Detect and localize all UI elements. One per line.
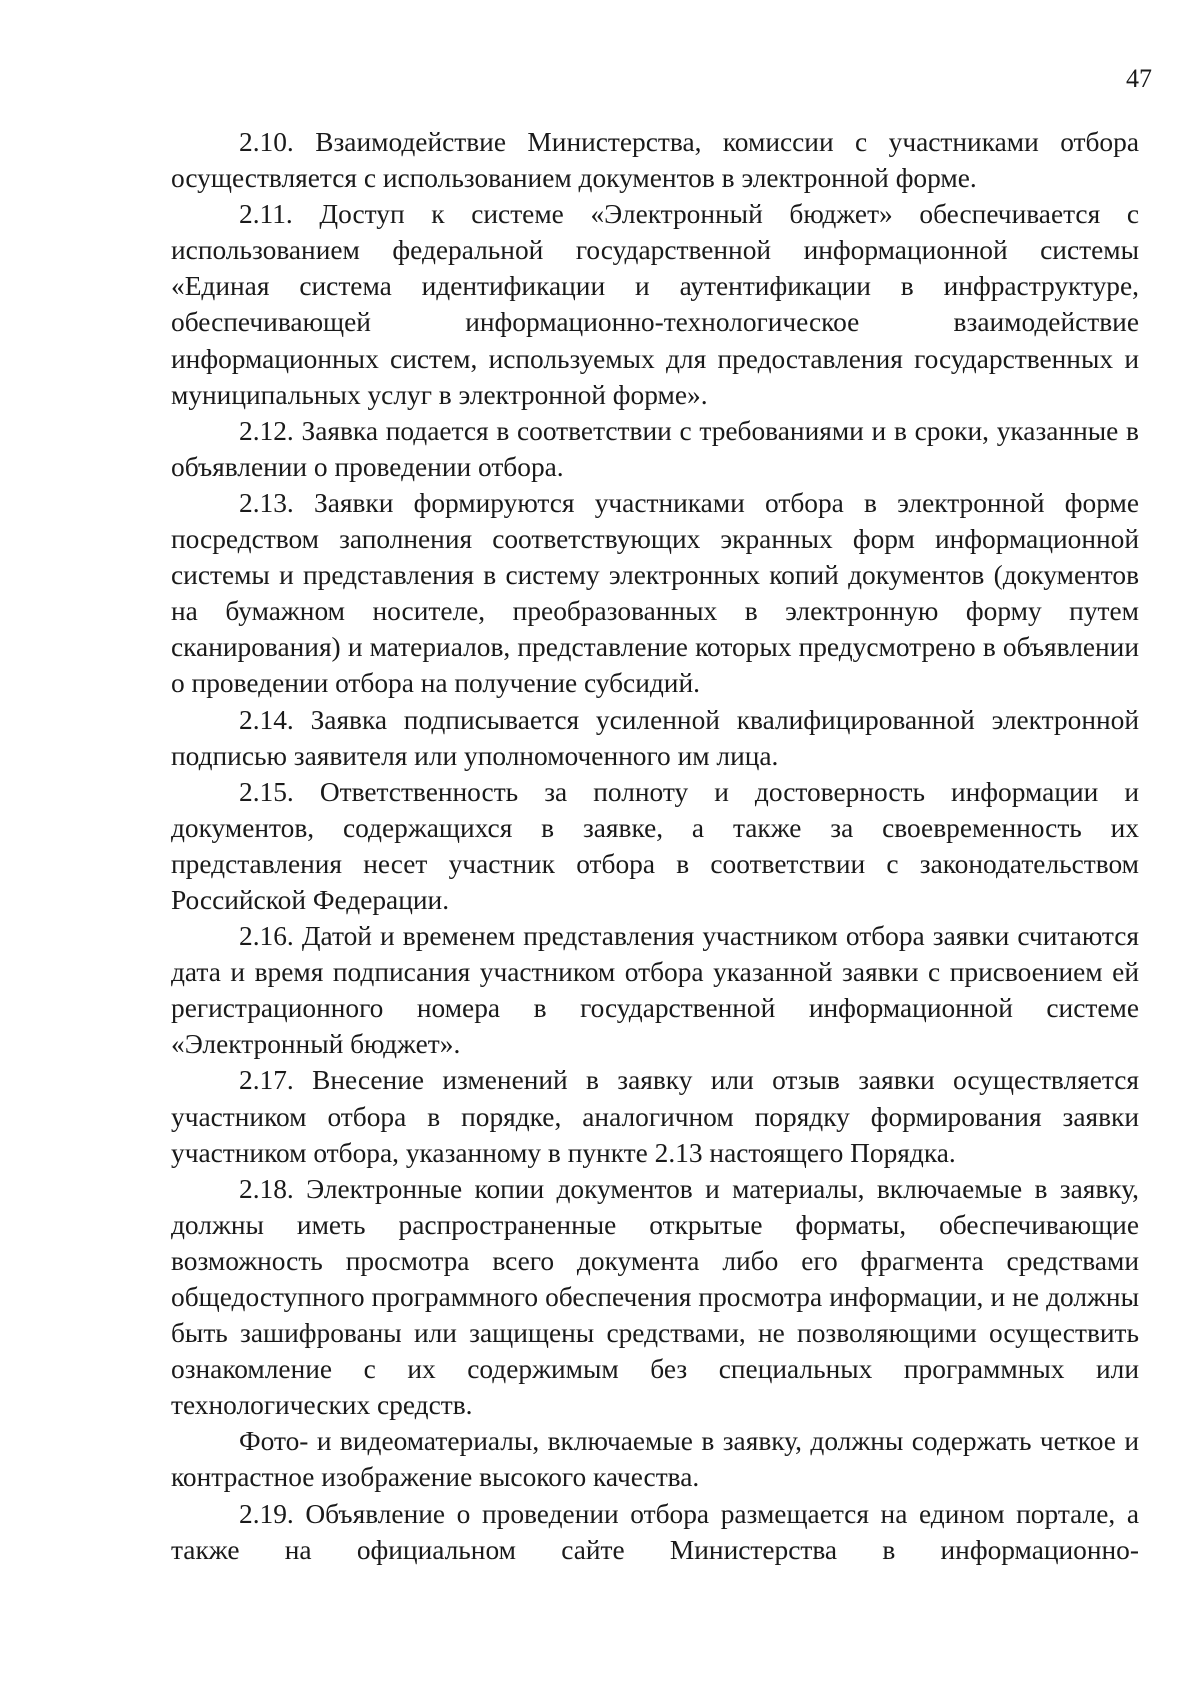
paragraph-2-19: 2.19. Объявление о проведении отбора размещается на едином портале, а также на официальном сайте Министерства в информационно-	[171, 1498, 1139, 1565]
paragraph-2-10: 2.10. Взаимодействие Министерства, комиссии с участниками отбора осуществляется с использованием документов в электронной форме.	[171, 127, 1139, 194]
paragraph-2-18: 2.18. Электронные копии документов и материалы, включаемые в заявку, должны иметь распространенные открытые форматы, обеспечивающие возможность просмотра всего документа либо его фрагмента средствами общедоступного программного обеспечения просмотра информации, и не должны быть зашифрованы или защищены средствами, не позволяющими осуществить ознакомление с их содержимым без специальных программных или технологических средств.	[171, 1173, 1139, 1421]
paragraph-2-15: 2.15. Ответственность за полноту и достоверность информации и документов, содержащихся в заявке, а также за своевременность их представления несет участник отбора в соответствии с законодательством Российской Федерации.	[171, 776, 1139, 915]
paragraph-2-13: 2.13. Заявки формируются участниками отбора в электронной форме посредством заполнения соответствующих экранных форм информационной системы и представления в систему электронных копий документов (документов на бумажном носителе, преобразованных в электронную форму путем сканирования) и материалов, представление которых предусмотрено в объявлении о проведении отбора на получение субсидий.	[171, 487, 1139, 699]
paragraph-2-14: 2.14. Заявка подписывается усиленной квалифицированной электронной подписью заявителя или уполномоченного им лица.	[171, 704, 1139, 771]
paragraph-2-12: 2.12. Заявка подается в соответствии с требованиями и в сроки, указанные в объявлении о проведении отбора.	[171, 415, 1139, 482]
paragraph-2-17: 2.17. Внесение изменений в заявку или отзыв заявки осуществляется участником отбора в порядке, аналогичном порядку формирования заявки участником отбора, указанному в пункте 2.13 настоящего Порядка.	[171, 1065, 1139, 1168]
paragraph-2-16: 2.16. Датой и временем представления участником отбора заявки считаются дата и время подписания участником отбора указанной заявки с присвоением ей регистрационного номера в государственной информационной системе «Электронный бюджет».	[171, 921, 1139, 1060]
document-body	[171, 124, 1139, 1568]
page-number: 47	[1126, 64, 1152, 93]
paragraph-photo-video: Фото- и видеоматериалы, включаемые в заявку, должны содержать четкое и контрастное изображение высокого качества.	[171, 1426, 1139, 1493]
paragraph-2-11: 2.11. Доступ к системе «Электронный бюджет» обеспечивается с использованием федеральной государственной информационной системы «Единая система идентификации и аутентификации в инфраструктуре, обеспечивающей информационно-технологическое взаимодействие информационных систем, используемых для предоставления государственных и муниципальных услуг в электронной форме».	[171, 199, 1139, 410]
